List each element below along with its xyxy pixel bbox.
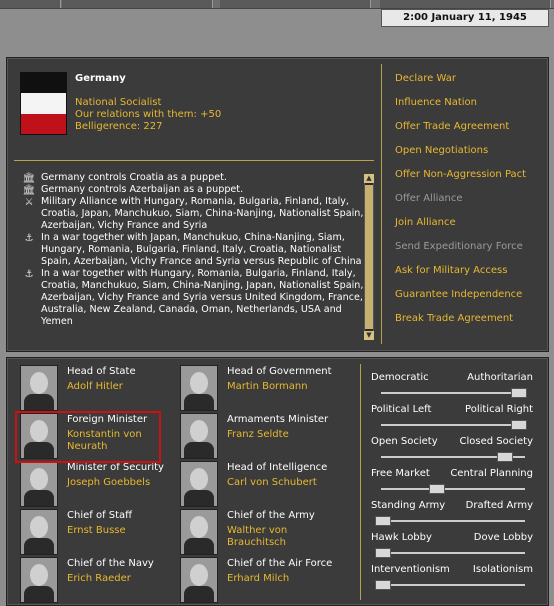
policy-slider[interactable] (371, 436, 533, 466)
country-flag (20, 72, 67, 135)
flag-stripe (21, 114, 66, 134)
policy-slider[interactable] (371, 532, 533, 562)
diplomatic-events-list (20, 172, 366, 342)
minister-role: Chief of the Navy (67, 558, 154, 569)
diplomacy-actions (395, 72, 526, 336)
slider-knob[interactable] (375, 548, 391, 558)
send-expeditionary-force-button[interactable]: Send Expeditionary Force (395, 241, 523, 252)
offer-trade-agreement-button[interactable]: Offer Trade Agreement (395, 121, 510, 132)
minister-role: Head of State (67, 366, 136, 377)
slider-track[interactable] (381, 584, 525, 586)
policy-right-label: Drafted Army (465, 500, 533, 511)
policy-left-label: Interventionism (371, 564, 450, 575)
slider-track[interactable] (381, 520, 525, 522)
guarantee-independence-button[interactable]: Guarantee Independence (395, 289, 523, 300)
minister-role: Head of Intelligence (227, 462, 328, 473)
divider (360, 364, 361, 600)
minister-role: Chief of Staff (67, 510, 133, 521)
minister-portrait (180, 461, 218, 507)
slider-knob[interactable] (429, 484, 445, 494)
minister-portrait (180, 365, 218, 411)
event-text: Military Alliance with Hungary, Romania, Bulgaria, Finland, Italy, Croatia, Japan, Manchukuo, Siam, China-Nanjing, Nationalist Spain, Azerbaijan, Vichy France and Syria (41, 196, 364, 231)
minister-name: Erich Raeder (67, 573, 131, 584)
declare-war-button[interactable]: Declare War (395, 73, 456, 84)
minister-portrait (20, 509, 58, 555)
policy-right-label: Isolationism (472, 564, 533, 575)
break-trade-agreement-button[interactable]: Break Trade Agreement (395, 313, 514, 324)
minister-name: Carl von Schubert (227, 477, 317, 488)
war-icon: ⚓ (24, 233, 34, 244)
policy-right-label: Political Right (465, 404, 533, 415)
event-item (20, 184, 366, 196)
slider-track[interactable] (381, 552, 525, 554)
slider-knob[interactable] (375, 580, 391, 590)
policy-left-label: Democratic (371, 372, 429, 383)
minister-name: Joseph Goebbels (67, 477, 151, 488)
event-text: In a war together with Hungary, Romania, Bulgaria, Finland, Italy, Croatia, Manchukuo, Siam, China-Nanjing, Japan, Nationalist Spain, Azerbaijan, Vichy France and Syria versus United Kingdom, France, Australia, New Zealand, Canada, Oman, Netherlands, USA and Yemen (41, 268, 364, 327)
slider-knob[interactable] (375, 516, 391, 526)
minister-portrait (20, 557, 58, 603)
selection-highlight (15, 411, 161, 463)
minister-portrait (180, 413, 218, 459)
event-item (20, 232, 366, 268)
slider-track[interactable] (381, 488, 525, 490)
minister-head-of-government[interactable] (180, 365, 350, 411)
minister-chief-of-air-force[interactable] (180, 557, 350, 603)
slider-knob[interactable] (511, 420, 527, 430)
alliance-icon: ⚔ (24, 197, 34, 208)
policy-slider[interactable] (371, 468, 533, 498)
join-alliance-button[interactable]: Join Alliance (395, 217, 456, 228)
events-scrollbar[interactable] (364, 174, 374, 340)
policy-slider[interactable] (371, 372, 533, 402)
minister-portrait (20, 461, 58, 507)
relations-value: Our relations with them: +50 (75, 109, 222, 120)
offer-alliance-button[interactable]: Offer Alliance (395, 193, 463, 204)
toolbar-segment[interactable] (62, 0, 213, 8)
minister-chief-of-navy[interactable] (20, 557, 190, 603)
minister-portrait (20, 365, 58, 411)
scroll-up-icon[interactable]: ▲ (364, 174, 374, 183)
minister-chief-of-staff[interactable] (20, 509, 190, 555)
scroll-thumb[interactable] (365, 185, 373, 329)
minister-role: Chief of the Army (227, 510, 315, 521)
minister-name: Konstantin von Neurath (67, 429, 142, 452)
policy-right-label: Authoritarian (467, 372, 533, 383)
policy-left-label: Free Market (371, 468, 430, 479)
slider-track[interactable] (381, 424, 525, 426)
minister-role: Foreign Minister (67, 414, 148, 425)
event-item (20, 196, 366, 232)
open-negotiations-button[interactable]: Open Negotiations (395, 145, 489, 156)
belligerence-value: Belligerence: 227 (75, 121, 163, 132)
country-info (75, 97, 221, 133)
policy-left-label: Open Society (371, 436, 438, 447)
top-toolbar (0, 0, 554, 9)
toolbar-segment[interactable] (0, 0, 61, 8)
flag-stripe (21, 73, 66, 93)
minister-security[interactable] (20, 461, 190, 507)
policy-slider[interactable] (371, 404, 533, 434)
toolbar-segment[interactable] (380, 0, 551, 8)
divider (381, 64, 382, 344)
policy-left-label: Standing Army (371, 500, 446, 511)
policy-left-label: Political Left (371, 404, 432, 415)
event-text: In a war together with Japan, Manchukuo, China-Nanjing, Siam, Hungary, Romania, Bulgaria, Finland, Italy, Croatia, Nationalist Spain, Azerbaijan, Vichy France and Syria versus Republic of China (41, 232, 362, 267)
slider-knob[interactable] (511, 388, 527, 398)
ask-military-access-button[interactable]: Ask for Military Access (395, 265, 508, 276)
minister-name: Ernst Busse (67, 525, 126, 536)
minister-name: Adolf Hitler (67, 381, 123, 392)
flag-stripe (21, 93, 66, 113)
divider (14, 160, 374, 161)
scroll-down-icon[interactable]: ▼ (364, 331, 374, 340)
event-item (20, 172, 366, 184)
slider-track[interactable] (381, 392, 525, 394)
minister-head-of-state[interactable] (20, 365, 190, 411)
event-text: Germany controls Azerbaijan as a puppet. (41, 184, 244, 195)
government-type: National Socialist (75, 97, 162, 108)
minister-chief-of-army[interactable] (180, 509, 350, 555)
minister-role: Armaments Minister (227, 414, 329, 425)
minister-name: Walther von Brauchitsch (227, 525, 288, 548)
minister-name: Martin Bormann (227, 381, 308, 392)
slider-knob[interactable] (497, 452, 513, 462)
minister-role: Head of Government (227, 366, 332, 377)
game-date: 2:00 January 11, 1945 (381, 9, 549, 27)
policy-right-label: Closed Society (459, 436, 533, 447)
minister-intelligence[interactable] (180, 461, 350, 507)
toolbar-segment[interactable] (220, 0, 371, 8)
event-text: Germany controls Croatia as a puppet. (41, 172, 227, 183)
policy-right-label: Dove Lobby (473, 532, 533, 543)
minister-name: Franz Seldte (227, 429, 289, 440)
offer-non-aggression-pact-button[interactable]: Offer Non-Aggression Pact (395, 169, 527, 180)
policy-slider[interactable] (371, 500, 533, 530)
country-name: Germany (75, 73, 126, 84)
policy-right-label: Central Planning (450, 468, 533, 479)
event-item (20, 268, 366, 328)
war-icon: ⚓ (24, 269, 34, 280)
minister-armaments[interactable] (180, 413, 350, 459)
minister-role: Chief of the Air Force (227, 558, 333, 569)
minister-portrait (180, 557, 218, 603)
minister-portrait (180, 509, 218, 555)
minister-name: Erhard Milch (227, 573, 290, 584)
policy-left-label: Hawk Lobby (371, 532, 432, 543)
minister-role: Minister of Security (67, 462, 164, 473)
policy-slider[interactable] (371, 564, 533, 594)
influence-nation-button[interactable]: Influence Nation (395, 97, 478, 108)
puppet-icon: 🏛 (22, 185, 36, 196)
puppet-icon: 🏛 (22, 173, 36, 184)
